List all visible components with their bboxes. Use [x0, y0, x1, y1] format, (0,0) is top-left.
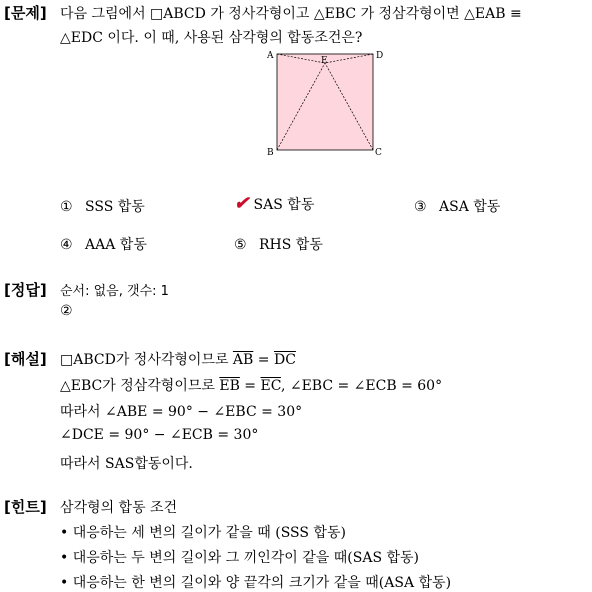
choice-1-num: ①: [60, 199, 73, 215]
check-mark-icon: ✔: [234, 193, 250, 214]
hint-title: 삼각형의 합동 조건: [60, 500, 178, 516]
choice-4[interactable]: [60, 234, 147, 254]
solution-line4: ∠DCE = 90° − ∠ECB = 30°: [60, 427, 259, 443]
choice-1-text: SSS 합동: [85, 199, 145, 215]
square-figure: [262, 46, 392, 156]
solution-line5: 따라서 SAS합동이다.: [60, 456, 193, 472]
problem-text-line1: 다음 그림에서 □ABCD 가 정사각형이고 △EBC 가 정삼각형이면 △EAB ≡: [60, 6, 522, 22]
hint-label: [힌트]: [4, 498, 47, 516]
square-abcd: [277, 54, 373, 150]
choice-3-text: ASA 합동: [439, 199, 501, 215]
label-b: B: [267, 148, 274, 156]
choice-5-text: RHS 합동: [259, 237, 323, 253]
problem-label: [문제]: [4, 4, 47, 22]
solution-line1: □ABCD가 정사각형이므로 $\overline{AB} = \overline{DC}$: [60, 352, 296, 368]
choice-3-num: ③: [414, 199, 427, 215]
label-d: D: [376, 51, 384, 61]
answer-meta: 순서: 없음, 갯수: 1: [60, 284, 169, 299]
choice-5-num: ⑤: [234, 237, 247, 253]
choice-1[interactable]: [60, 196, 145, 216]
solution-label: [해설]: [4, 350, 47, 368]
hint-item: • 대응하는 세 변의 길이가 같을 때 (SSS 합동): [60, 525, 346, 541]
problem-text-line2: △EDC 이다. 이 때, 사용된 삼각형의 합동조건은?: [60, 30, 363, 46]
choice-4-text: AAA 합동: [85, 237, 147, 253]
answer-value: ②: [60, 303, 73, 319]
label-c: C: [375, 148, 382, 156]
choice-3[interactable]: [414, 196, 500, 216]
label-a: A: [267, 51, 274, 61]
choice-4-num: ④: [60, 237, 73, 253]
label-e: E: [321, 56, 328, 66]
hint-item: • 대응하는 두 변의 길이와 그 끼인각이 같을 때(SAS 합동): [60, 550, 420, 566]
solution-line3: 따라서 ∠ABE = 90° − ∠EBC = 30°: [60, 404, 303, 420]
choice-5[interactable]: [234, 234, 323, 254]
hint-item: • 대응하는 한 변의 길이와 양 끝각의 크기가 같을 때(ASA 합동): [60, 575, 452, 591]
choice-2[interactable]: [234, 193, 314, 214]
answer-label: [정답]: [4, 281, 47, 299]
solution-line2: △EBC가 정삼각형이므로 $\overline{EB} = \overline{EC}$, ∠EBC = ∠ECB = 60°: [60, 378, 443, 394]
choice-2-text: SAS 합동: [253, 197, 315, 213]
